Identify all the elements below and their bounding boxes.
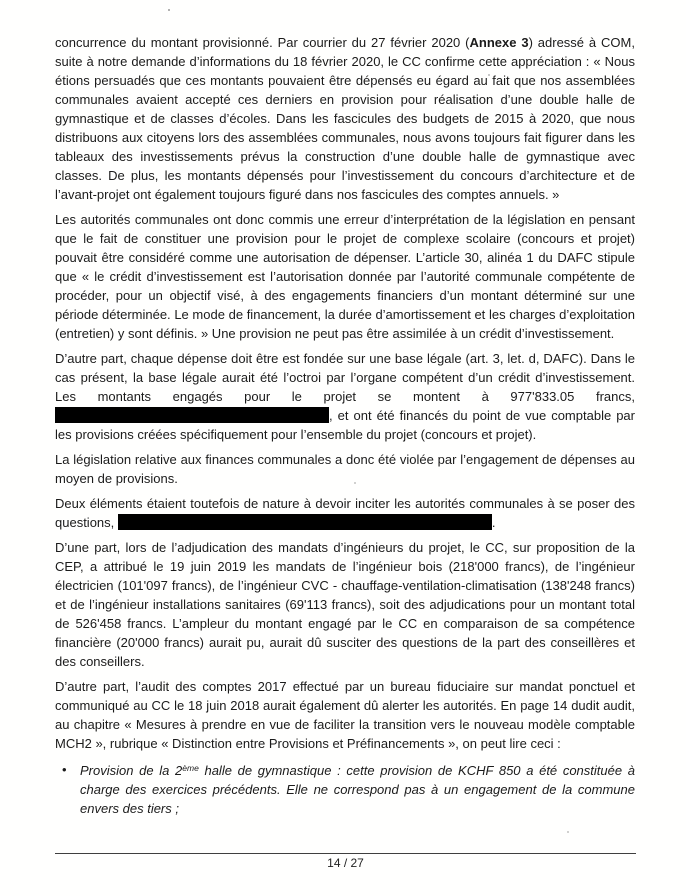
paragraph-7: D’autre part, l’audit des comptes 2017 effectué par un bureau fiduciaire sur mandat ponctuel et communiqué au CC le 18 juin 2018 aurait également dû alerter les autorités. En page 14 dudit audit, au chapitre « Mesures à prendre en vue de faciliter la transition vers le nouveau modèle comptable MCH2 », rubrique « Distinction entre Provisions et Préfinancements », on peut lire ceci : bbox=[55, 679, 635, 751]
paragraph-text: . bbox=[491, 515, 496, 530]
paragraph-text: concurrence du montant provisionné. Par courrier du 27 février 2020 ( bbox=[55, 35, 470, 50]
paragraph-2: Les autorités communales ont donc commis une erreur d’interprétation de la législation en pensant que le fait de constituer une provision pour le projet de complexe scolaire (concours et projet) pouvait être considéré comme une autorisation de dépenser. L’article 30, alinéa 1 du DAFC stipule que « le crédit d’investissement est l’autorisation donnée par l’autorité communale compétente de procéder, pour un objectif visé, à des engagements financiers d’un montant déterminé sur une période déterminée. Le mode de financement, la durée d’amortissement et les charges d’exploitation (entretien) y sont définis. » Une provision ne peut pas être assimilée à un crédit d’investissement. bbox=[55, 212, 635, 341]
redaction-bar bbox=[55, 407, 267, 423]
bullet-text-post: halle de gymnastique : cette provision de KCHF 850 a été constituée à charge des exercices précédents. Elle ne correspond pas à un engagement de la commune envers des tiers ; bbox=[80, 763, 635, 816]
annex-reference-bold: Annexe 3 bbox=[469, 35, 529, 50]
bullet-quote-text bbox=[80, 763, 635, 816]
paragraph-3 bbox=[55, 349, 635, 444]
page-number: 14 / 27 bbox=[327, 856, 364, 870]
page-body-text bbox=[55, 33, 635, 818]
bullet-marker: • bbox=[62, 762, 67, 777]
paragraph-1 bbox=[55, 33, 635, 204]
scan-speck bbox=[168, 9, 170, 11]
scan-speck bbox=[567, 831, 569, 833]
paragraph-text: D’autre part, chaque dépense doit être est fondée sur une base légale (art. 3, let. d, DAFC). Dans le cas présent, la base légale aurait été l’octroi par l’organe compétent d’un crédit d’investissement. Les montants engagés pour le projet se montent à 977'833.05 francs, bbox=[55, 351, 635, 404]
redaction-bar bbox=[267, 407, 329, 423]
paragraph-text: , et ont été financés du point de vue comptable par les provisions créées spécifiquement pour l’ensemble du projet (concours et projet). bbox=[55, 408, 635, 442]
ordinal-superscript: ème bbox=[182, 763, 199, 773]
paragraph-6: D’une part, lors de l’adjudication des mandats d’ingénieurs du projet, le CC, sur proposition de la CEP, a attribué le 19 juin 2019 les mandats de l’ingénieur bois (218'000 francs), de l’ingénieur électricien (101'097 francs), de l’ingénieur CVC - chauffage-ventilation-climatisation (138'248 francs) et de l’ingénieur installations sanitaires (69'113 francs), soit des adjudications pour un montant total de 526'458 francs. L’ampleur du montant engagé par le CC en comparaison de sa compétence financière (20'000 francs) aurait pu, aurait dû susciter des questions de la part des conseillères et des conseillers. bbox=[55, 540, 635, 669]
redaction-bar bbox=[118, 514, 492, 530]
footer-rule bbox=[55, 853, 636, 854]
paragraph-text: Deux éléments étaient toutefois de nature à devoir inciter les autorités communales à se poser des questions, bbox=[55, 496, 635, 530]
bullet-list-item bbox=[55, 761, 635, 818]
bullet-text-pre: Provision de la 2 bbox=[80, 763, 183, 778]
paragraph-5 bbox=[55, 494, 635, 532]
paragraph-text: ) adressé à COM, suite à notre demande d’informations du 18 février 2020, le CC confirme cette appréciation : « Nous étions persuadés que ces montants pouvaient être dépensés eu égard au fait que nos assemblées communales avaient accepté ces derniers en provision pour réalisation d’une double halle de gymnastique et de classes d’écoles. Dans les fascicules des budgets de 2015 à 2020, que nous distribuons aux citoyens lors des assemblées communales, nous avons toujours fait figurer dans les tableaux des investissements prévus la construction d’une double halle de gymnastique avec classes. De plus, les montants dépensés pour l’investissement du concours d’architecture et de l’avant-projet ont également toujours figuré dans nos fascicules des comptes annuels. » bbox=[55, 35, 635, 202]
paragraph-4: La législation relative aux finances communales a donc été violée par l’engagement de dépenses au moyen de provisions. bbox=[55, 452, 635, 486]
